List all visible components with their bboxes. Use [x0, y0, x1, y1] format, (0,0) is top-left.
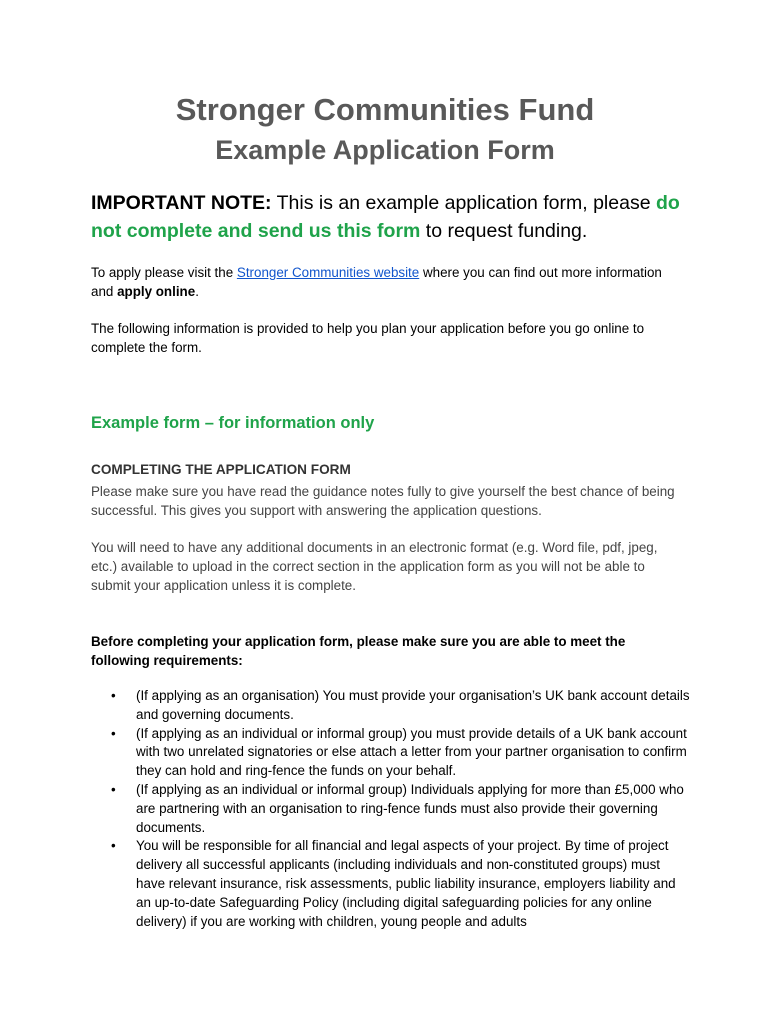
stronger-communities-link[interactable]: Stronger Communities website: [236, 265, 420, 280]
note-warning: do not complete and send us this form: [91, 192, 680, 242]
note-text-1: This is an example application form, please: [271, 192, 656, 214]
list-item: [91, 687, 691, 725]
note-text-2: to request funding.: [420, 220, 588, 242]
list-item: [91, 725, 691, 781]
intro-prefix: To apply please visit the: [91, 265, 237, 280]
list-item-text: (If applying as an individual or informal group) Individuals applying for more than £5,000 who are partnering with an organisation to ring-fence funds must also provide their governing documents.: [136, 781, 684, 835]
bullet-icon: •: [111, 781, 116, 797]
list-item-text: (If applying as an organisation) You must provide your organisation’s UK bank account details and governing documents.: [136, 688, 690, 722]
intro-paragraph: [91, 263, 681, 301]
requirements-list: [91, 687, 691, 931]
apply-online-text: apply online: [117, 284, 196, 299]
list-item-text: (If applying as an individual or informal group) you must provide details of a UK bank account with two unrelated signatories or else attach a letter from your partner organisation to confirm they can hold and ring-fence the funds on your behalf.: [136, 725, 687, 779]
page-subtitle: Example Application Form: [215, 135, 555, 165]
example-form-heading: Example form – for information only: [91, 414, 375, 432]
page-title: Stronger Communities Fund: [175, 92, 595, 127]
intro-middle: where you can find out more information and: [91, 265, 662, 299]
requirements-heading: Before completing your application form, please make sure you are able to meet the following requirements:: [91, 634, 626, 668]
important-note: [91, 189, 701, 245]
note-label: IMPORTANT NOTE:: [91, 192, 272, 214]
completing-heading: COMPLETING THE APPLICATION FORM: [91, 462, 351, 477]
list-item: [91, 781, 691, 837]
completing-paragraph-2: You will need to have any additional documents in an electronic format (e.g. Word file, pdf, jpeg, etc.) available to upload in the correct section in the application form as you will not be able to submit your application unless it is complete.: [91, 540, 658, 593]
intro-suffix: .: [195, 284, 199, 299]
plan-paragraph: The following information is provided to help you plan your application before you go online to complete the form.: [91, 321, 645, 355]
list-item: [91, 837, 691, 931]
bullet-icon: •: [111, 688, 116, 703]
completing-paragraph-1: Please make sure you have read the guidance notes fully to give yourself the best chance of being successful. This gives you support with answering the application questions.: [91, 484, 675, 518]
bullet-icon: •: [111, 838, 116, 854]
bullet-icon: •: [111, 725, 116, 741]
list-item-text: You will be responsible for all financial and legal aspects of your project. By time of project delivery all successful applicants (including individuals and non-constituted groups) must have relevant insurance, risk assessments, public liability insurance, employers liability and an up-to-date Safeguarding Policy (including digital safeguarding policies for any online delivery) if you are working with children, young people and adults: [136, 838, 676, 929]
